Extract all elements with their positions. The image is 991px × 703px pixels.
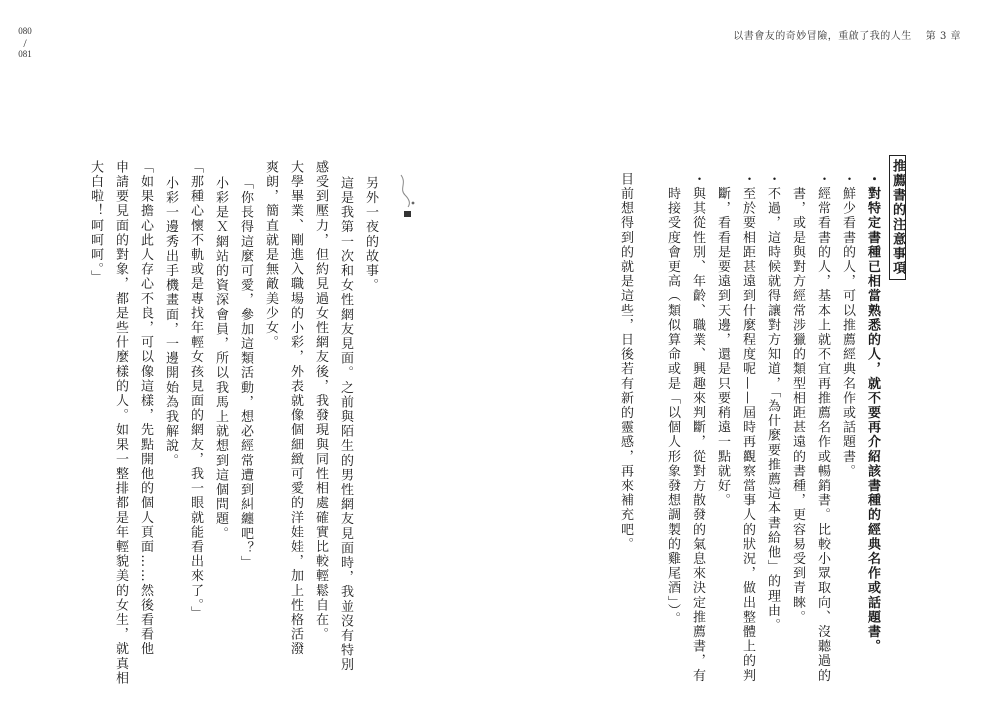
chapter-label: 第 3 章 <box>925 31 961 42</box>
story-line-10: 「如果擔心此人存心不良，可以像這樣，先點開他的個人頁面……然後看看他 <box>138 160 153 657</box>
page-number <box>14 26 36 60</box>
story-line-6: 「你長得這麼可愛，參加這類活動，想必經常遭到糾纏吧？」 <box>238 176 253 571</box>
running-header <box>733 27 961 42</box>
tip-line-5: ・不過，這時候就得讓對方知道，「為什麼要推薦這本書給他」的理由。 <box>765 172 780 633</box>
story-line-9: 小彩一邊秀出手機畫面，一邊開始為我解說。 <box>163 176 178 468</box>
story-line-1: 另外一夜的故事。 <box>363 176 378 293</box>
story-line-3: 感受到壓力，但約見過女性網友後，我發現與同性相處確實比較輕鬆自在。 <box>313 160 328 642</box>
book-title: 以書會友的奇妙冒險，重啟了我的人生 <box>733 31 912 42</box>
story-line-2: 這是我第一次和女性網友見面。之前與陌生的男性網友見面時，我並沒有特別 <box>338 176 353 673</box>
story-line-5: 爽朗，簡直就是無敵美少女。 <box>263 160 278 350</box>
tip-line-3: ・經常看書的人，基本上就不宜再推薦名作或暢銷書。比較小眾取向、沒聽過的 <box>815 172 830 683</box>
ornament-icon <box>397 173 419 221</box>
story-line-7: 小彩是Ｘ網站的資深會員，所以我馬上就想到這個問題。 <box>213 176 228 541</box>
tips-heading: 推薦書的注意事項 <box>889 155 906 280</box>
story-line-8: 「那種心懷不軌或是專找年輕女孩見面的網友，我一眼就能看出來了。」 <box>188 160 203 621</box>
story-line-11: 申請要見面的對象，都是些什麼樣的人。如果一整排都是年輕貌美的女生，就真相 <box>113 160 128 686</box>
tip-line-7: 斷，看看是要遠到天邊，還是只要稍遠一點就好。 <box>715 172 730 508</box>
closing-line: 目前想得到的就是這些，日後若有新的靈感，再來補充吧。 <box>618 172 633 552</box>
story-line-12: 大白啦！呵呵呵。」 <box>88 160 103 285</box>
right-page-number: 081 <box>18 49 32 59</box>
tip-line-9: 時接受度會更高（類似算命或是「以個人形象發想調製的雞尾酒」）。 <box>665 172 680 627</box>
tip-line-1: ・對特定書種已相當熟悉的人，就不要再介紹該書種的經典名作或話題書。 <box>865 172 880 654</box>
story-line-4: 大學畢業、剛進入職場的小彩，外表就像個細緻可愛的洋娃娃，加上性格活潑 <box>288 160 303 657</box>
tip-line-8: ・與其從性別、年齡、職業、興趣來判斷，從對方散發的氣息來決定推薦書，有 <box>690 172 705 683</box>
tip-line-6: ・至於要相距甚遠到什麼程度呢——屆時再觀察當事人的狀況，做出整體上的判 <box>740 172 755 683</box>
tip-line-2: ・鮮少看書的人，可以推薦經典名作或話題書。 <box>840 172 855 479</box>
left-page-number: 080 <box>18 26 32 36</box>
page-number-separator: / <box>23 36 27 50</box>
tip-line-4: 書，或是與對方經常涉獵的類型相距甚遠的書種，更容易受到青睞。 <box>790 172 805 625</box>
